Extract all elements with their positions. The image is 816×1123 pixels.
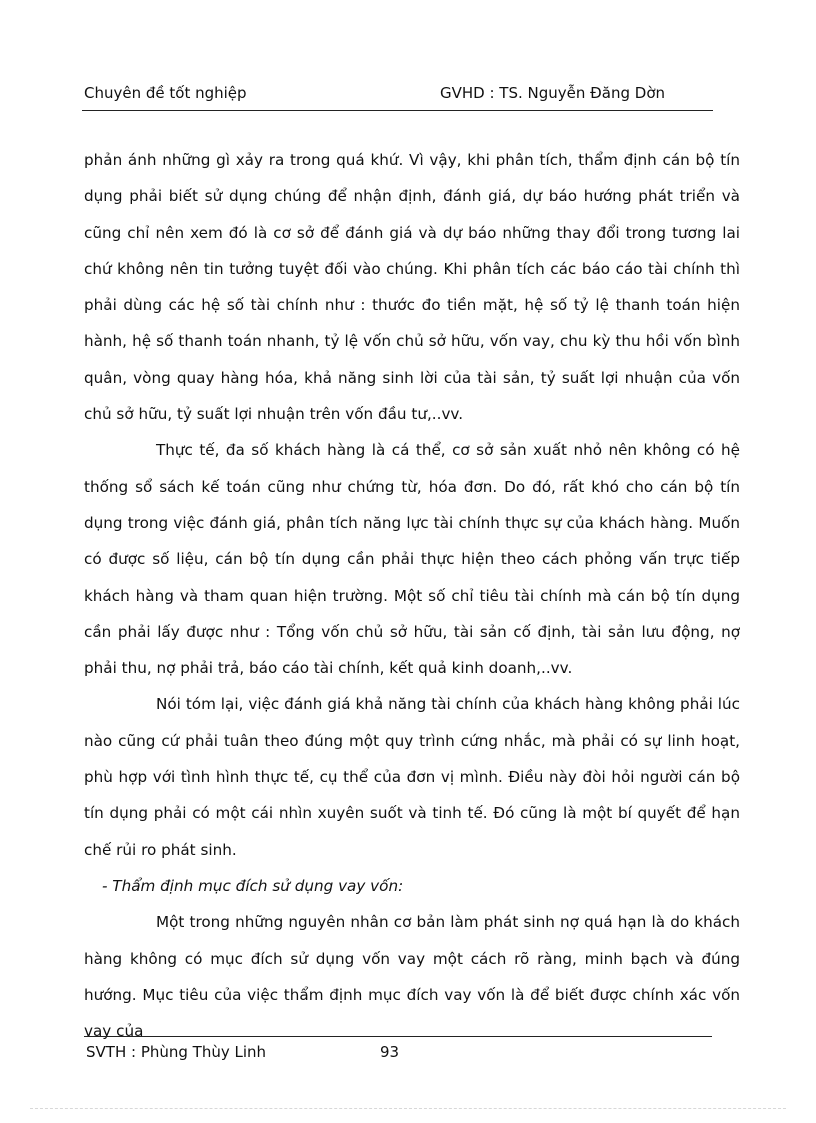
paragraph-summary: Nói tóm lại, việc đánh giá khả năng tài chính của khách hàng không phải lúc nào cũng cứ phải tuân theo đúng một quy trình cứng nhắc, mà phải có sự linh hoạt, phù hợp với tình hình thực tế, cụ thể của đơn vị mình. Điều này đòi hỏi người cán bộ tín dụng phải có một cái nhìn xuyên suốt và tinh tế. Đó cũng là một bí quyết để hạn chế rủi ro phát sinh. bbox=[84, 695, 740, 859]
header-divider bbox=[82, 110, 713, 111]
section-subheading: - Thẩm định mục đích sử dụng vay vốn: bbox=[102, 876, 404, 895]
page-edge-divider bbox=[30, 1108, 786, 1109]
page-footer bbox=[84, 1040, 714, 1066]
header-document-type: Chuyên đề tốt nghiệp bbox=[84, 84, 247, 102]
page-number: 93 bbox=[380, 1043, 400, 1061]
header-supervisor: GVHD : TS. Nguyễn Đăng Dờn bbox=[440, 84, 665, 102]
page-header bbox=[82, 80, 710, 106]
paragraph-loan-purpose: Một trong những nguyên nhân cơ bản làm phát sinh nợ quá hạn là do khách hàng không có mục đích sử dụng vốn vay một cách rõ ràng, minh bạch và đúng hướng. Mục tiêu của việc thẩm định mục đích vay vốn là để biết được chính xác vốn vay của bbox=[84, 913, 740, 1041]
paragraph-continuation: phản ánh những gì xảy ra trong quá khứ. Vì vậy, khi phân tích, thẩm định cán bộ tín dụng phải biết sử dụng chúng để nhận định, đánh giá, dự báo hướng phát triển và cũng chỉ nên xem đó là cơ sở để đánh giá và dự báo những thay đổi trong tương lai chứ không nên tin tưởng tuyệt đối vào chúng. Khi phân tích các báo cáo tài chính thì phải dùng các hệ số tài chính như : thước đo tiền mặt, hệ số tỷ lệ thanh toán hiện hành, hệ số thanh toán nhanh, tỷ lệ vốn chủ sở hữu, vốn vay, chu kỳ thu hồi vốn bình quân, vòng quay hàng hóa, khả năng sinh lời của tài sản, tỷ suất lợi nhuận của vốn chủ sở hữu, tỷ suất lợi nhuận trên vốn đầu tư,..vv. bbox=[84, 151, 740, 424]
document-body bbox=[84, 142, 740, 1049]
footer-divider bbox=[84, 1036, 712, 1037]
paragraph-reality: Thực tế, đa số khách hàng là cá thể, cơ sở sản xuất nhỏ nên không có hệ thống sổ sách kế toán cũng như chứng từ, hóa đơn. Do đó, rất khó cho cán bộ tín dụng trong việc đánh giá, phân tích năng lực tài chính thực sự của khách hàng. Muốn có được số liệu, cán bộ tín dụng cần phải thực hiện theo cách phỏng vấn trực tiếp khách hàng và tham quan hiện trường. Một số chỉ tiêu tài chính mà cán bộ tín dụng cần phải lấy được như : Tổng vốn chủ sở hữu, tài sản cố định, tài sản lưu động, nợ phải thu, nợ phải trả, báo cáo tài chính, kết quả kinh doanh,..vv. bbox=[84, 441, 740, 678]
footer-author: SVTH : Phùng Thùy Linh bbox=[86, 1043, 267, 1061]
